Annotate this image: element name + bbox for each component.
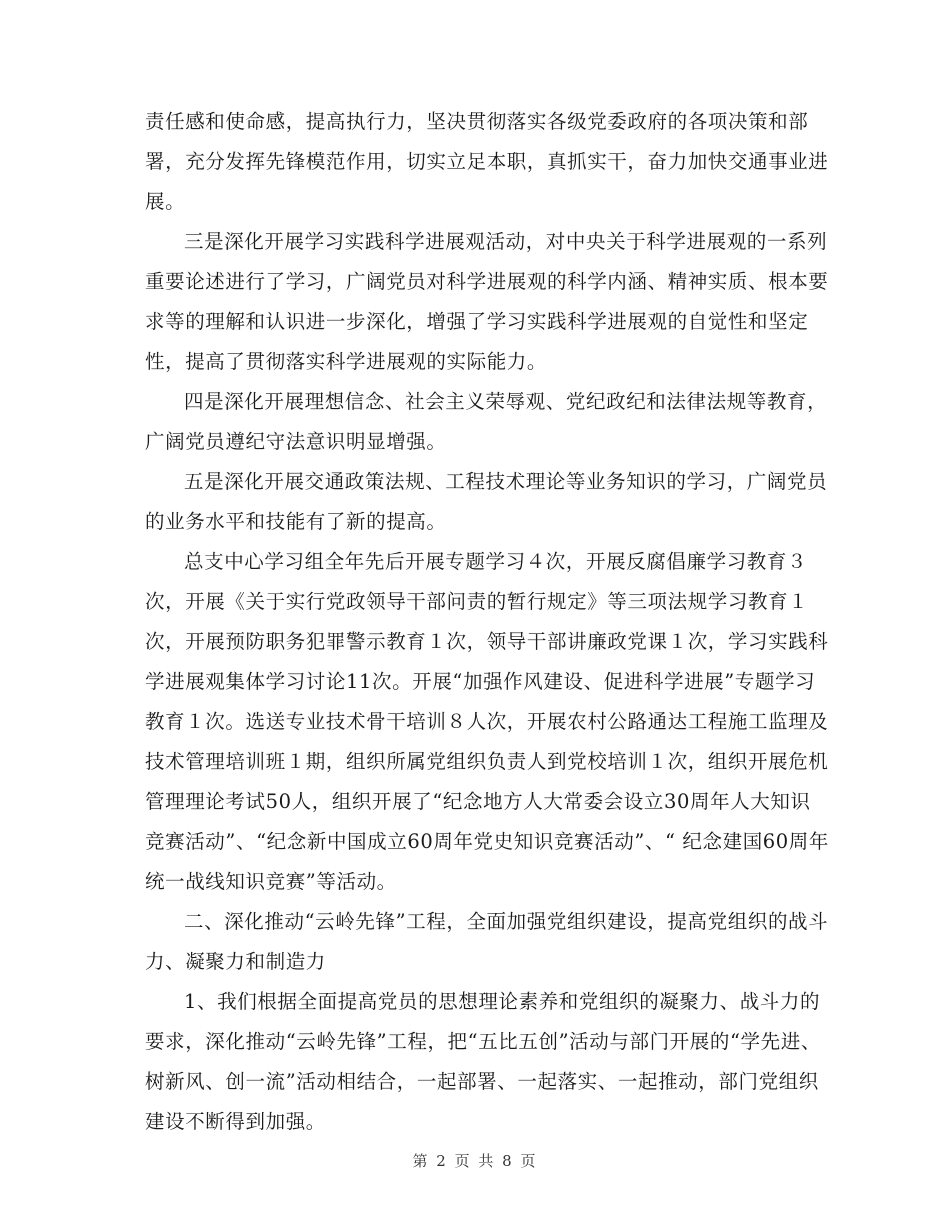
document-body [145, 102, 830, 1142]
paragraph-study-summary: 总支中心学习组全年先后开展专题学习４次，开展反腐倡廉学习教育３次，开展《关于实行党政领导干部问责的暂行规定》等三项法规学习教育１次，开展预防职务犯罪警示教育１次，领导干部讲廉政党课１次，学习实践科学进展观集体学习讨论11次。开展“加强作风建设、促进科学进展”专题学习教育１次。选送专业技术骨干培训８人次，开展农村公路通达工程施工监理及技术管理培训班１期，组织所属党组织负责人到党校培训１次，组织开展危机管理理论考试50人，组织开展了“纪念地方人大常委会设立30周年人大知识竞赛活动”、“纪念新中国成立60周年党史知识竞赛活动”、“ 纪念建国60周年统一战线知识竞赛”等活动。 [145, 550, 830, 893]
paragraph-item-five: 五是深化开展交通政策法规、工程技术理论等业务知识的学习，广阔党员的业务水平和技能有了新的提高。 [145, 470, 828, 533]
paragraph-item-four: 四是深化开展理想信念、社会主义荣辱观、党纪政纪和法律法规等教育，广阔党员遵纪守法意识明显增强。 [145, 390, 828, 453]
page-footer: 第 2 页 共 8 页 [412, 1152, 538, 1170]
paragraph-item-three: 三是深化开展学习实践科学进展观活动，对中央关于科学进展观的一系列重要论述进行了学习，广阔党员对科学进展观的科学内涵、精神实质、根本要求等的理解和认识进一步深化，增强了学习实践科学进展观的自觉性和坚定性，提高了贯彻落实科学进展观的实际能力。 [145, 230, 829, 373]
section-heading-two: 二、深化推动“云岭先锋”工程，全面加强党组织建设，提高党组织的战斗力、凝聚力和制造力 [145, 910, 829, 973]
paragraph-continuation: 责任感和使命感，提高执行力，坚决贯彻落实各级党委政府的各项决策和部署，充分发挥先锋模范作用，切实立足本职，真抓实干，奋力加快交通事业进展。 [145, 110, 829, 213]
paragraph-point-one: 1、我们根据全面提高党员的思想理论素养和党组织的凝聚力、战斗力的要求，深化推动“云岭先锋”工程，把“五比五创”活动与部门开展的“学先进、树新风、创一流”活动相结合，一起部署、一起落实、一起推动，部门党组织建设不断得到加强。 [145, 990, 821, 1133]
